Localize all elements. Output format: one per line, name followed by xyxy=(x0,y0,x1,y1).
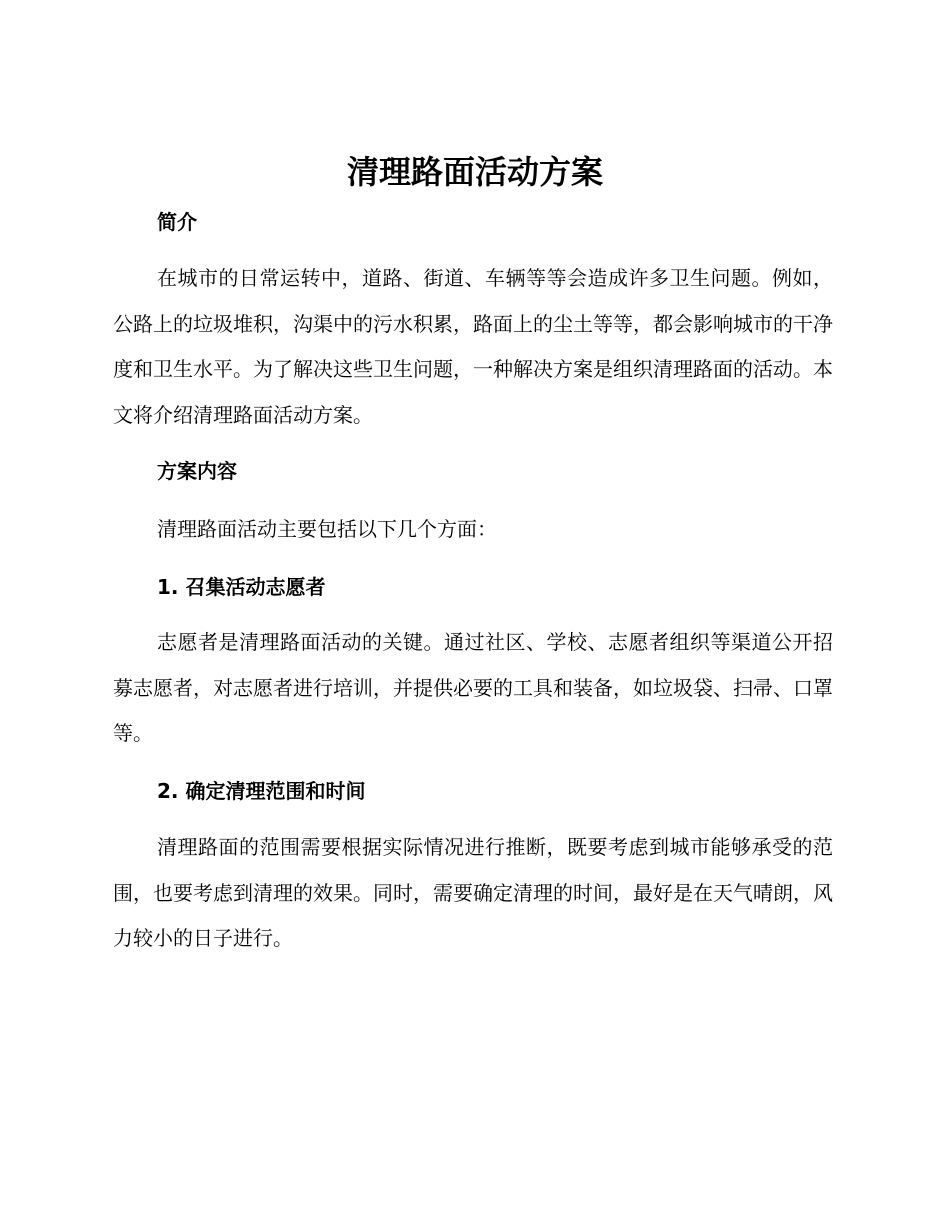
document-title: 清理路面活动方案 xyxy=(346,153,603,191)
paragraph-volunteers: 志愿者是清理路面活动的关键。通过社区、学校、志愿者组织等渠道公开招募志愿者，对志愿者进行培训，并提供必要的工具和装备，如垃圾袋、扫帚、口罩等。 xyxy=(113,630,833,745)
paragraph-content-lead: 清理路面活动主要包括以下几个方面： xyxy=(157,517,497,541)
section-heading-content: 方案内容 xyxy=(157,459,237,483)
section-heading-intro: 简介 xyxy=(157,210,197,234)
paragraph-scope-time: 清理路面的范围需要根据实际情况进行推断，既要考虑到城市能够承受的范围，也要考虑到清理的效果。同时，需要确定清理的时间，最好是在天气晴朗，风力较小的日子进行。 xyxy=(113,835,833,950)
item-heading-scope-time: 2. 确定清理范围和时间 xyxy=(157,779,366,803)
paragraph-intro: 在城市的日常运转中，道路、街道、车辆等等会造成许多卫生问题。例如，公路上的垃圾堆积，沟渠中的污水积累，路面上的尘土等等，都会影响城市的干净度和卫生水平。为了解决这些卫生问题，一种解决方案是组织清理路面的活动。本文将介绍清理路面活动方案。 xyxy=(113,266,833,427)
item-heading-volunteers: 1. 召集活动志愿者 xyxy=(157,575,326,599)
